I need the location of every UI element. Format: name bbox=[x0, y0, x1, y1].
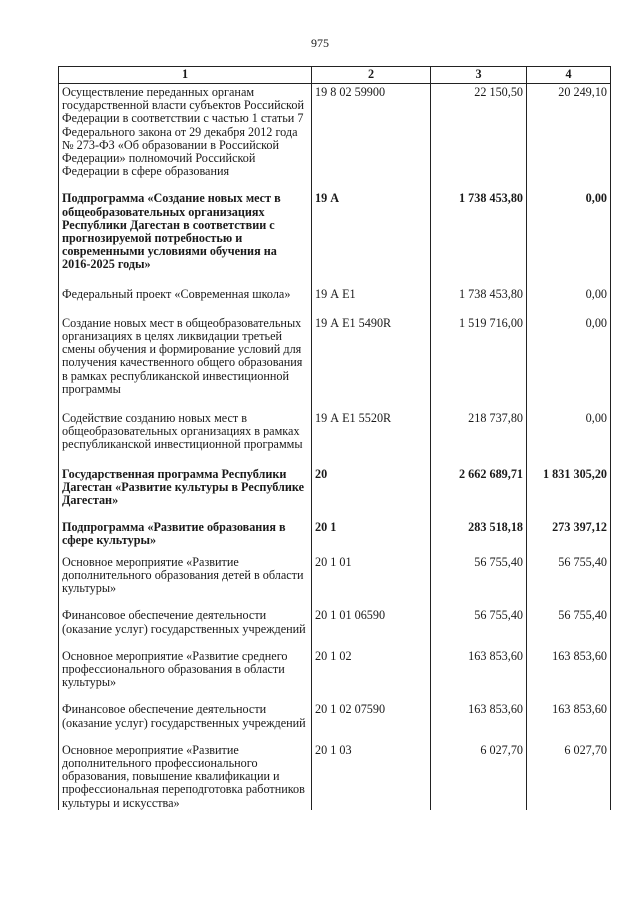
row-sum-2: 56 755,40 bbox=[527, 607, 611, 647]
row-name: Осуществление переданных органам государственной власти субъектов Российской Федерации в соответствии с частью 1 статьи 7 Федерального закона от 29 декабря 2012 года № 273-ФЗ «Об образовании в Российской Федерации» полномочий Российской Федерации в сфере образования bbox=[59, 84, 312, 191]
table-row bbox=[59, 466, 611, 520]
row-sum-2: 273 397,12 bbox=[527, 519, 611, 553]
row-sum-2: 163 853,60 bbox=[527, 648, 611, 702]
row-name: Содействие созданию новых мест в общеобразовательных организациях в рамках республиканской инвестиционной программы bbox=[59, 410, 312, 466]
table-row bbox=[59, 286, 611, 315]
row-sum-1: 2 662 689,71 bbox=[431, 466, 527, 520]
row-sum-1: 163 853,60 bbox=[431, 648, 527, 702]
row-code: 20 1 01 bbox=[312, 554, 431, 608]
row-sum-2: 1 831 305,20 bbox=[527, 466, 611, 520]
table-row bbox=[59, 315, 611, 410]
row-code: 20 1 bbox=[312, 519, 431, 553]
row-code: 20 1 02 bbox=[312, 648, 431, 702]
table-row bbox=[59, 519, 611, 553]
page-number: 975 bbox=[311, 36, 329, 50]
row-sum-1: 218 737,80 bbox=[431, 410, 527, 466]
table-row bbox=[59, 84, 611, 191]
row-sum-2: 56 755,40 bbox=[527, 554, 611, 608]
header-cell-name: 1 bbox=[59, 67, 312, 84]
row-sum-1: 56 755,40 bbox=[431, 607, 527, 647]
table-row bbox=[59, 190, 611, 285]
row-sum-1: 56 755,40 bbox=[431, 554, 527, 608]
table-row bbox=[59, 742, 611, 810]
row-code: 19 А E1 bbox=[312, 286, 431, 315]
row-name: Подпрограмма «Развитие образования в сфере культуры» bbox=[59, 519, 312, 553]
budget-table bbox=[58, 66, 611, 810]
row-name: Государственная программа Республики Дагестан «Развитие культуры в Республике Дагестан» bbox=[59, 466, 312, 520]
table-row bbox=[59, 648, 611, 702]
row-sum-2: 0,00 bbox=[527, 286, 611, 315]
table-row bbox=[59, 410, 611, 466]
row-name: Финансовое обеспечение деятельности (оказание услуг) государственных учреждений bbox=[59, 607, 312, 647]
row-sum-1: 1 738 453,80 bbox=[431, 190, 527, 285]
table-row bbox=[59, 554, 611, 608]
row-code: 20 1 02 07590 bbox=[312, 701, 431, 741]
row-sum-1: 1 738 453,80 bbox=[431, 286, 527, 315]
row-sum-1: 1 519 716,00 bbox=[431, 315, 527, 410]
row-name: Основное мероприятие «Развитие дополнительного образования детей в области культуры» bbox=[59, 554, 312, 608]
row-code: 19 А bbox=[312, 190, 431, 285]
row-sum-2: 0,00 bbox=[527, 410, 611, 466]
row-sum-1: 22 150,50 bbox=[431, 84, 527, 191]
header-row bbox=[59, 67, 611, 84]
row-name: Основное мероприятие «Развитие среднего профессионального образования в области культуры» bbox=[59, 648, 312, 702]
row-sum-2: 6 027,70 bbox=[527, 742, 611, 810]
row-sum-1: 283 518,18 bbox=[431, 519, 527, 553]
header-cell-sum-1: 3 bbox=[431, 67, 527, 84]
row-code: 19 А E1 5520R bbox=[312, 410, 431, 466]
row-name: Основное мероприятие «Развитие дополнительного профессионального образования, повышение квалификации и профессиональная переподготовка работников культуры и искусства» bbox=[59, 742, 312, 810]
row-sum-1: 163 853,60 bbox=[431, 701, 527, 741]
row-name: Создание новых мест в общеобразовательных организациях в целях ликвидации третьей смены обучения и формирование условий для получения качественного общего образования в рамках республиканской инвестиционной программы bbox=[59, 315, 312, 410]
row-sum-2: 0,00 bbox=[527, 190, 611, 285]
row-sum-2: 20 249,10 bbox=[527, 84, 611, 191]
row-name: Федеральный проект «Современная школа» bbox=[59, 286, 312, 315]
table-row bbox=[59, 607, 611, 647]
row-code: 19 8 02 59900 bbox=[312, 84, 431, 191]
row-name: Финансовое обеспечение деятельности (оказание услуг) государственных учреждений bbox=[59, 701, 312, 741]
row-sum-2: 163 853,60 bbox=[527, 701, 611, 741]
row-sum-2: 0,00 bbox=[527, 315, 611, 410]
row-sum-1: 6 027,70 bbox=[431, 742, 527, 810]
header-cell-code: 2 bbox=[312, 67, 431, 84]
row-name: Подпрограмма «Создание новых мест в общеобразовательных организациях Республики Дагестан в соответствии с прогнозируемой потребностью и современными условиями обучения на 2016-2025 годы» bbox=[59, 190, 312, 285]
table-row bbox=[59, 701, 611, 741]
row-code: 20 1 01 06590 bbox=[312, 607, 431, 647]
row-code: 19 А E1 5490R bbox=[312, 315, 431, 410]
header-cell-sum-2: 4 bbox=[527, 67, 611, 84]
table-body bbox=[59, 84, 611, 810]
row-code: 20 1 03 bbox=[312, 742, 431, 810]
row-code: 20 bbox=[312, 466, 431, 520]
